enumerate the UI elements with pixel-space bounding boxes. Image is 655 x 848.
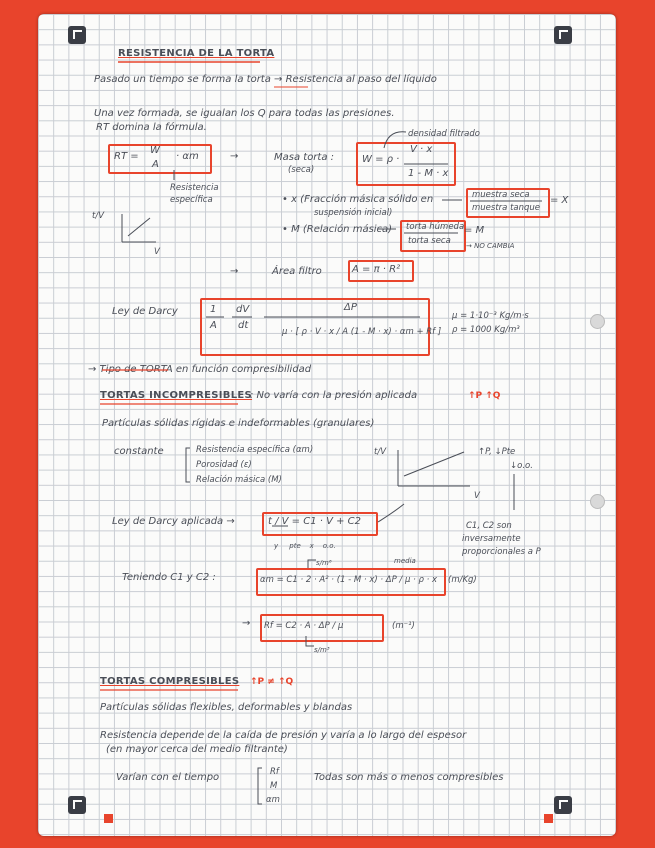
darcy-app-under: y pte x o.o.	[274, 542, 336, 550]
comp-p3: (en mayor cerca del medio filtrante)	[106, 744, 288, 755]
incomp-particles: Partículas sólidas rígidas e indeformables (granulares)	[102, 418, 375, 429]
def-x: • x (Fracción másica sólido en	[282, 194, 434, 205]
darcy-app-note1: C1, C2 son	[466, 521, 512, 531]
darcy-label: Ley de Darcy	[112, 306, 178, 317]
am-note2: media	[394, 557, 416, 565]
comp-v2: M	[270, 781, 278, 791]
rt-w: W	[150, 145, 160, 156]
masa-lhs: W = ρ ·	[362, 154, 400, 165]
incomp-desc: : No varía con la presión aplicada	[250, 390, 418, 401]
darcy-app-formula: t / V = C1 · V + C2	[268, 516, 362, 527]
rt-note: Resistencia específica	[170, 183, 219, 205]
comp-v1: Rf	[270, 767, 279, 777]
darcy-lhs4: dt	[238, 320, 249, 331]
m-eq: = M	[464, 225, 485, 236]
x-frac-num: muestra seca	[472, 190, 530, 200]
darcy-lhs3: dV	[236, 304, 250, 315]
rt-am: · αm	[176, 151, 199, 162]
intro-line-3: RT domina la fórmula.	[96, 122, 207, 133]
darcy-mu: μ = 1·10⁻³ Kg/m·s	[452, 311, 529, 321]
comp-tag: ↑P ≠ ↑Q	[250, 677, 294, 687]
rt-lhs: RT =	[114, 151, 139, 162]
arrow-1: →	[230, 151, 239, 162]
page-title: RESISTENCIA DE LA TORTA	[118, 48, 275, 59]
incomp-c3: Relación másica (M)	[196, 475, 282, 485]
darcy-app-note3: proporcionales a P	[462, 547, 541, 557]
comp-varian: Varían con el tiempo	[116, 772, 220, 783]
rf-note: s/m³	[314, 646, 330, 654]
darcy-den: μ · [ ρ · V · x / A (1 - M · x) · αm + Rf ]	[282, 327, 442, 337]
notebook-page	[38, 14, 616, 836]
intro-line-1: Pasado un tiempo se forma la torta → Resistencia al paso del líquido	[94, 74, 437, 85]
darcy-app-label: Ley de Darcy aplicada →	[112, 516, 235, 527]
am-note1: s/m⁶	[316, 559, 332, 567]
area-arrow: →	[230, 266, 239, 277]
m-note: → NO CAMBIA	[466, 242, 515, 250]
teniendo-label: Teniendo C1 y C2 :	[122, 572, 216, 583]
masa-den: 1 - M · x	[408, 168, 449, 179]
sketch-layer	[38, 14, 616, 836]
darcy-rho: ρ = 1000 Kg/m³	[452, 325, 520, 335]
incomp-tag: ↑P ↑Q	[468, 391, 501, 401]
comp-p1: Partículas sólidas flexibles, deformables y blandas	[100, 702, 353, 713]
masa-note: densidad filtrado	[408, 129, 480, 139]
incomp-title: TORTAS INCOMPRESIBLES	[100, 390, 253, 401]
rt-a: A	[152, 159, 159, 170]
def-x-sub: suspensión inicial)	[314, 208, 393, 218]
incomp-c2: Porosidad (ε)	[196, 460, 252, 470]
incomp-graph-y: t/V	[374, 447, 387, 457]
def-m: • M (Relación másica)	[282, 224, 393, 235]
darcy-lhs1: 1	[210, 304, 217, 315]
area-formula: A = π · R²	[352, 264, 401, 275]
graph1-x: V	[154, 247, 160, 257]
tipo-torta: → Tipo de TORTA en función compresibilidad	[88, 364, 312, 375]
rf-units: (m⁻¹)	[392, 621, 415, 631]
darcy-lhs2: A	[210, 320, 217, 331]
x-frac-den: muestra tanque	[472, 203, 541, 213]
am-units: (m/Kg)	[448, 575, 477, 585]
intro-line-2: Una vez formada, se igualan los Q para todas las presiones.	[94, 108, 395, 119]
x-eq: = X	[550, 195, 569, 206]
darcy-app-note2: inversamente	[462, 534, 521, 544]
masa-sub: (seca)	[288, 165, 315, 175]
m-frac-den: torta seca	[408, 236, 451, 246]
darcy-num: ΔP	[344, 302, 357, 313]
comp-title: TORTAS COMPRESIBLES	[100, 676, 240, 687]
rf-arrow: →	[242, 618, 251, 629]
comp-p2: Resistencia depende de la caída de presión y varía a lo largo del espesor	[100, 730, 467, 741]
rf-formula: Rf = C2 · A · ΔP / μ	[264, 621, 344, 631]
comp-v3: αm	[266, 795, 280, 805]
masa-num: V · x	[410, 144, 433, 155]
comp-todas: Todas son más o menos compresibles	[314, 772, 504, 783]
masa-label: Masa torta :	[274, 152, 335, 163]
incomp-c1: Resistencia específica (αm)	[196, 445, 314, 455]
graph1-y: t/V	[92, 211, 105, 221]
incomp-const: constante	[114, 446, 164, 457]
incomp-graph-note1: ↑P, ↓Pte	[478, 447, 516, 457]
incomp-graph-note2: ↓o.o.	[510, 461, 533, 471]
m-frac-num: torta húmeda	[406, 222, 465, 232]
am-formula: αm = C1 · 2 · A² · (1 - M · x) · ΔP / μ · ρ · x	[260, 575, 438, 585]
incomp-graph-x: V	[474, 491, 480, 501]
area-label: Área filtro	[272, 266, 322, 277]
